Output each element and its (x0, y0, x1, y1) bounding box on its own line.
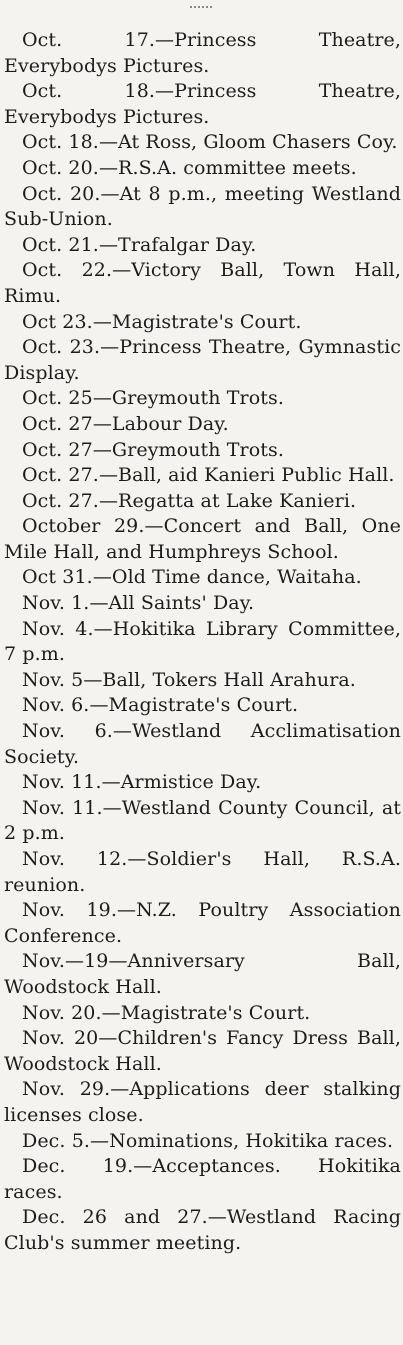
event-entry (4, 489, 401, 515)
event-description: —Trafalgar Day. (98, 233, 257, 256)
event-date: Oct. 27. (22, 464, 99, 487)
event-description: —Applications deer stalking licenses close. (4, 1078, 401, 1126)
event-date: Nov. 12. (22, 848, 128, 870)
event-entry (4, 1077, 401, 1128)
events-column (4, 28, 401, 1257)
event-description: —Westland Racing Club's summer meeting. (4, 1206, 401, 1254)
event-date: Nov. 20. (22, 1001, 102, 1024)
event-date: Oct. 20. (22, 182, 101, 205)
event-date: Nov. 1. (22, 592, 90, 615)
event-description: —Nominations, Hokitika races. (90, 1129, 394, 1152)
event-date: Oct. 18. (22, 131, 99, 154)
event-description: —Ball, Tokers Hall Arahura. (83, 668, 356, 691)
event-description: —Hokitika Library Committee, 7 p.m. (4, 617, 402, 666)
event-entry (4, 719, 401, 770)
event-date: Dec. 5. (22, 1129, 91, 1152)
event-entry (4, 1026, 401, 1077)
event-date: Nov. 5 (22, 668, 84, 691)
event-date: Nov. 6. (22, 720, 113, 743)
event-date: Oct. 20. (22, 156, 99, 179)
event-description: —Magistrate's Court. (101, 1001, 311, 1024)
event-date: Nov. 11. (22, 796, 103, 819)
event-entry (4, 182, 401, 233)
event-entry (4, 233, 401, 259)
event-description: —Acceptances. Hokitika races. (4, 1155, 401, 1203)
event-description: —Old Time dance, Waitaha. (92, 566, 362, 589)
event-entry (4, 156, 401, 182)
event-date: Dec. 26 and 27. (22, 1206, 208, 1229)
event-description: —Westland County Council, at 2 p.m. (4, 796, 402, 845)
event-description: —Princess Theatre, Gymnastic Display. (4, 336, 401, 384)
event-date: Oct. 27 (22, 438, 93, 461)
event-description: —Armistice Day. (101, 771, 262, 794)
event-date: Oct. 23. (22, 336, 101, 359)
event-entry (4, 258, 401, 309)
event-date: Oct. 17. (22, 29, 156, 51)
event-entry (4, 28, 401, 79)
event-entry (4, 130, 401, 156)
event-date: Oct. 21. (22, 233, 99, 256)
event-description: —Regatta at Lake Kanieri. (98, 489, 357, 512)
event-date: Nov. 20 (22, 1027, 99, 1050)
event-entry (4, 898, 401, 949)
event-description: —All Saints' Day. (89, 592, 255, 615)
event-entry (4, 949, 401, 1000)
event-description: —At 8 p.m., meeting Westland Sub-Union. (4, 182, 401, 231)
event-entry (4, 463, 401, 489)
event-description: —Ball, aid Kanieri Public Hall. (98, 464, 395, 487)
event-entry (4, 310, 401, 336)
event-description: —Greymouth Trots. (92, 438, 284, 461)
event-description: —Westland Acclimatisation Society. (4, 720, 401, 768)
event-entry (4, 438, 401, 464)
event-date: Nov. 4. (22, 617, 94, 640)
event-description: —Magistrate's Court. (89, 694, 299, 717)
event-entry (4, 847, 401, 898)
event-description: —N.Z. Poultry Association Conference. (4, 899, 402, 947)
event-description: —Soldier's Hall, R.S.A. reunion. (4, 848, 401, 896)
event-description: —19—Anniversary Ball, Woodstock Hall. (4, 950, 401, 998)
event-entry (4, 796, 401, 847)
event-description: —Victory Ball, Town Hall, Rimu. (4, 259, 402, 307)
event-date: Oct 31. (22, 566, 93, 589)
event-description: —Concert and Ball, One Mile Hall, and Humphreys School. (4, 515, 402, 563)
event-entry (4, 386, 401, 412)
event-description: —Children's Fancy Dress Ball, Woodstock Hall. (4, 1027, 401, 1075)
event-entry (4, 1154, 401, 1205)
event-date: Oct 23. (22, 310, 93, 333)
event-entry (4, 668, 401, 694)
event-date: Nov. 29. (22, 1078, 111, 1101)
event-date: Oct. 18. (22, 80, 156, 103)
event-date: Nov. 6. (22, 694, 90, 717)
event-description: —Princess Theatre, Everybodys Pictures. (4, 80, 401, 128)
event-entry (4, 514, 401, 565)
event-date: Oct. 27 (22, 412, 93, 435)
event-description: —Greymouth Trots. (92, 387, 284, 410)
event-description: —Labour Day. (92, 412, 229, 435)
event-entry (4, 591, 401, 617)
event-entry (4, 79, 401, 130)
event-description: —Princess Theatre, Everybodys Pictures. (4, 29, 401, 77)
event-date: Oct. 27. (22, 489, 99, 512)
event-date: Nov. 19. (22, 899, 118, 922)
event-entry (4, 335, 401, 386)
event-entry (4, 693, 401, 719)
event-date: Dec. 19. (22, 1155, 134, 1178)
event-entry (4, 565, 401, 591)
event-entry (4, 1129, 401, 1155)
event-date: Oct. 25 (22, 387, 93, 410)
event-description: —At Ross, Gloom Chasers Coy. (98, 131, 398, 154)
event-date: Oct. 22. (22, 259, 113, 282)
event-entry (4, 617, 401, 668)
event-date: Nov. (22, 950, 65, 973)
event-date: October 29. (22, 515, 145, 538)
event-entry (4, 1001, 401, 1027)
event-description: —Magistrate's Court. (92, 310, 302, 333)
event-date: Nov. 11. (22, 771, 102, 794)
printers-rule (190, 0, 212, 8)
event-entry (4, 412, 401, 438)
event-entry (4, 770, 401, 796)
event-entry (4, 1205, 401, 1256)
event-description: —R.S.A. committee meets. (98, 156, 357, 179)
